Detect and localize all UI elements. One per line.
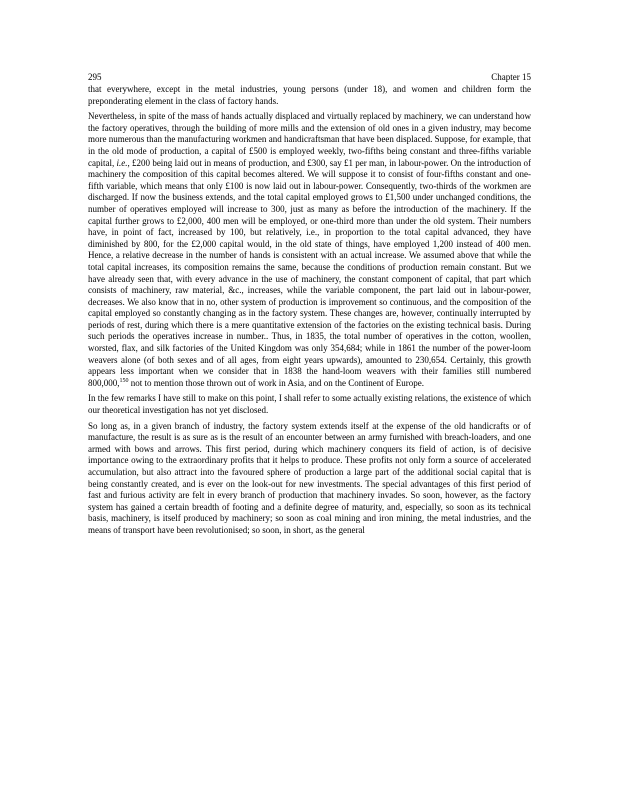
paragraph-4: So long as, in a given branch of industry, the factory system extends itself at the expense of the old handicrafts or of manufacture, the result is as sure as is the result of an encounter between an army furnished with breach-loaders, and one armed with bows and arrows. This first period, during which machinery conquers its field of action, is of decisive importance owing to the extraordinary profits that it helps to produce. These profits not only form a source of accelerated accumulation, but also attract into the favoured sphere of production a large part of the additional social capital that is being constantly created, and is ever on the look-out for new investments. The special advantages of this first period of fast and furious activity are felt in every branch of production that machinery invades. So soon, however, as the factory system has gained a certain breadth of footing and a definite degree of maturity, and, especially, so soon as its technical basis, machinery, is itself produced by machinery; so soon as coal mining and iron mining, the metal industries, and the means of transport have been revolutionised; so soon, in short, as the general	[88, 420, 531, 535]
paragraph-2-part-c: not to mention those thrown out of work in Asia, and on the Continent of Europe.	[128, 377, 424, 388]
footnote-reference[interactable]: 150	[119, 377, 129, 384]
paragraph-2-part-b: , £200 being laid out in means of production, and £300, say £1 per man, in labour-power. On the introduction of machinery the composition of this capital becomes altered. We will suppose it to consist of four-fifths constant and one-fifth variable, which means that only £100 is now laid out in labour-power. Consequently, two-thirds of the workmen are discharged. If now the business extends, and the total capital employed grows to £1,500 under unchanged conditions, the number of operatives employed will increase to 300, just as many as before the introduction of the machinery. If the capital further grows to £2,000, 400 men will be employed, or one-third more than under the old system. Their numbers have, in point of fact, increased by 100, but relatively, i.e., in proportion to the total capital advanced, they have diminished by 800, for the £2,000 capital would, in the old state of things, have employed 1,200 instead of 400 men. Hence, a relative decrease in the number of hands is consistent with an actual increase. We assumed above that while the total capital increases, its composition remains the same, because the conditions of production remain constant. But we have already seen that, with every advance in the use of machinery, the constant component of capital, that part which consists of machinery, raw material, &c., increases, while the variable component, the part laid out in labour-power, decreases. We also know that in no, other system of production is improvement so continuous, and the composition of the capital employed so constantly changing as in the factory system. These changes are, however, continually interrupted by periods of rest, during which there is a mere quantitative extension of the factories on the existing technical basis. During such periods the operatives increase in number.. Thus, in 1835, the total number of operatives in the cotton, woollen, worsted, flax, and silk factories of the United Kingdom was only 354,684; while in 1861 the number of the power-loom weavers alone (of both sexes and of all ages, from eight years upwards), amounted to 230,654. Certainly, this growth appears less important when we consider that in 1838 the hand-loom weavers with their families still numbered 800,000,	[88, 157, 531, 388]
paragraph-1: that everywhere, except in the metal industries, young persons (under 18), and women and children form the preponderating element in the class of factory hands.	[88, 84, 531, 106]
chapter-label: Chapter 15	[491, 72, 531, 82]
paragraph-2-ie: i.e.	[116, 157, 128, 168]
paragraph-3: In the few remarks I have still to make on this point, I shall refer to some actually existing relations, the existence of which our theoretical investigation has not yet disclosed.	[88, 393, 531, 416]
page-header	[88, 72, 531, 83]
page-number: 295	[88, 72, 102, 82]
paragraph-2-part-a: Nevertheless, in spite of the mass of hands actually displaced and virtually replaced by machinery, we can understand how the factory operatives, through the building of more mills and the extension of old ones in a given industry, may become more numerous than the manufacturing workmen and handicraftsman that have been displaced. Suppose, for example, that in the old mode of production, a capital of £500 is employed weekly, two-fifths being constant and three-fifths variable capital,	[88, 111, 531, 168]
paragraph-2	[88, 111, 531, 389]
